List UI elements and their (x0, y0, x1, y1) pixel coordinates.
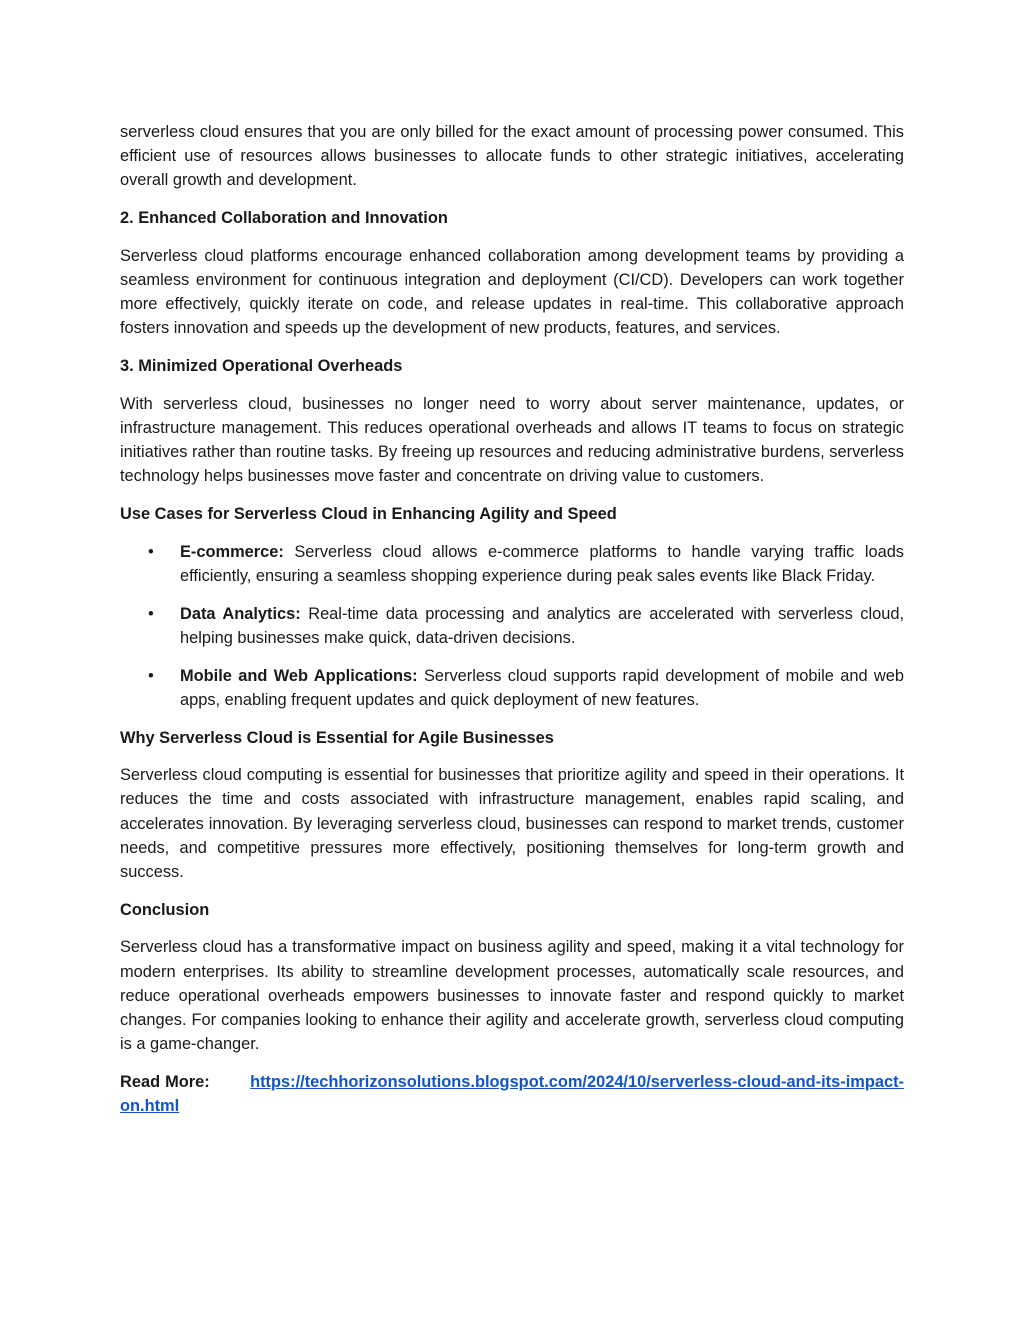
list-item (120, 664, 904, 712)
list-item-text: Serverless cloud supports rapid development of mobile and web apps, enabling frequent updates and quick deployment of new features. (180, 666, 904, 709)
conclusion-heading: Conclusion (120, 900, 210, 919)
list-item (120, 602, 904, 650)
use-cases-heading: Use Cases for Serverless Cloud in Enhancing Agility and Speed (120, 505, 617, 524)
why-section-heading: Why Serverless Cloud is Essential for Agile Businesses (120, 728, 554, 747)
section-2-body: Serverless cloud platforms encourage enhanced collaboration among development teams by providing a seamless environment for continuous integration and deployment (CI/CD). Developers can work together more effectively, quickly iterate on code, and release updates in real-time. This collaborative approach fosters innovation and speeds up the development of new products, features, and services. (120, 246, 904, 338)
bullet-icon: • (148, 666, 154, 685)
read-more-line (120, 1070, 904, 1118)
section-3-body: With serverless cloud, businesses no longer need to worry about server maintenance, updates, or infrastructure management. This reduces operational overheads and allows IT teams to focus on strategic initiatives rather than routine tasks. By freeing up resources and reducing administrative burdens, serverless technology helps businesses move faster and concentrate on driving value to customers. (120, 394, 904, 486)
list-item (120, 540, 904, 588)
use-cases-list (120, 540, 904, 712)
bullet-icon: • (148, 604, 154, 623)
list-item-term: Mobile and Web Applications: (180, 666, 418, 685)
section-2-heading: 2. Enhanced Collaboration and Innovation (120, 209, 448, 228)
list-item-term: E-commerce: (180, 542, 284, 561)
read-more-label: Read More: (120, 1073, 210, 1091)
why-section-body: Serverless cloud computing is essential for businesses that prioritize agility and speed in their operations. It reduces the time and costs associated with infrastructure management, enables rapid scaling, and accelerates innovation. By leveraging serverless cloud, businesses can respond to market trends, customer needs, and competitive pressures more effectively, positioning themselves for long-term growth and success. (120, 766, 904, 882)
bullet-icon: • (148, 542, 154, 561)
list-item-term: Data Analytics: (180, 604, 301, 623)
document-page (120, 120, 904, 1118)
list-item-text: Real-time data processing and analytics are accelerated with serverless cloud, helping businesses make quick, data-driven decisions. (180, 604, 905, 647)
intro-paragraph: serverless cloud ensures that you are only billed for the exact amount of processing power consumed. This efficient use of resources allows businesses to allocate funds to other strategic initiatives, accelerating overall growth and development. (120, 123, 904, 190)
conclusion-body: Serverless cloud has a transformative impact on business agility and speed, making it a vital technology for modern enterprises. Its ability to streamline development processes, automatically scale resources, and reduce operational overheads empowers businesses to innovate faster and respond quickly to market changes. For companies looking to enhance their agility and accelerate growth, serverless cloud computing is a game-changer. (120, 938, 904, 1054)
list-item-text: Serverless cloud allows e-commerce platforms to handle varying traffic loads efficiently, ensuring a seamless shopping experience during peak sales events like Black Friday. (180, 542, 904, 586)
section-3-heading: 3. Minimized Operational Overheads (120, 357, 403, 376)
read-more-link[interactable]: https://techhorizonsolutions.blogspot.com/2024/10/serverless-cloud-and-its-impact-on.html (120, 1073, 904, 1116)
